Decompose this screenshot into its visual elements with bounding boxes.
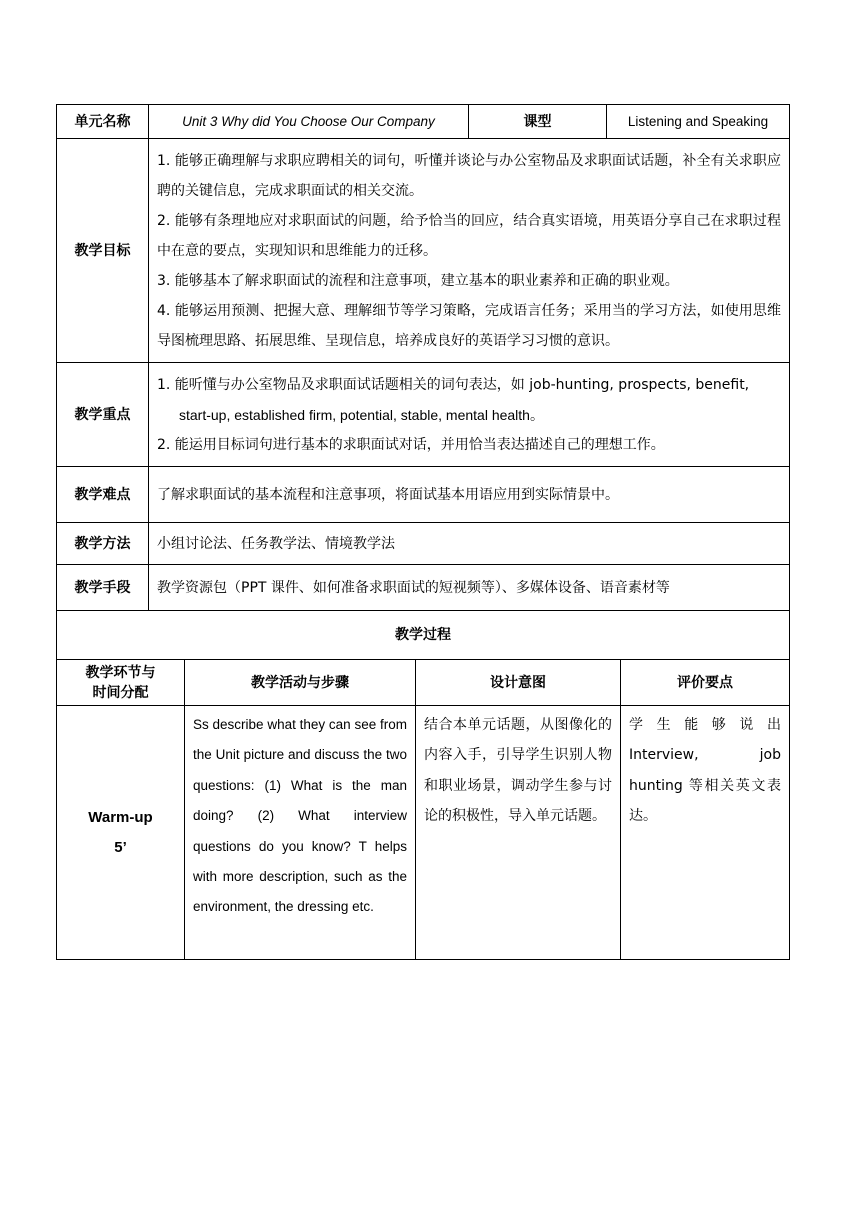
stage-name: Warm-up [88, 808, 153, 826]
difficulties-label: 教学难点 [57, 467, 149, 523]
process-header-row [57, 660, 790, 706]
difficulties-row [57, 467, 790, 523]
unit-row [57, 105, 790, 139]
process-title-row [57, 611, 790, 660]
process-title: 教学过程 [57, 611, 790, 660]
activity-cell: Ss describe what they can see from the Unit picture and discuss the two questions: (1) What is the man doing? (2) What interview questions do you know? T helps with more description, such as the environment, the dressing etc. [185, 706, 416, 960]
goals-row [57, 139, 790, 363]
goal-item: 2. 能够有条理地应对求职面试的问题，给予恰当的回应，结合真实语境，用英语分享自己在求职过程中在意的要点，实现知识和思维能力的迁移。 [157, 212, 781, 259]
col-stage-header-line1: 教学环节与 [85, 664, 156, 681]
key-point-item-continued: start-up, established firm, potential, stable, mental health。 [179, 406, 544, 423]
key-points-label: 教学重点 [57, 363, 149, 467]
type-label: 课型 [469, 105, 607, 139]
col-intent-header: 设计意图 [416, 660, 621, 706]
stage-cell [57, 706, 185, 960]
key-points-row [57, 363, 790, 467]
col-activity-header: 教学活动与步骤 [185, 660, 416, 706]
key-point-item: 1. 能听懂与办公室物品及求职面试话题相关的词句表达，如 job-hunting, prospects, benefit, [157, 376, 750, 393]
col-eval-header: 评价要点 [621, 660, 790, 706]
col-stage-header-line2: 时间分配 [92, 684, 149, 701]
stage-time: 5’ [114, 838, 127, 856]
goal-item: 1. 能够正确理解与求职应聘相关的词句，听懂并谈论与办公室物品及求职面试话题，补全有关求职应聘的关键信息，完成求职面试的相关交流。 [157, 152, 781, 199]
means-content: 教学资源包（PPT 课件、如何准备求职面试的短视频等）、多媒体设备、语音素材等 [149, 565, 790, 611]
eval-cell: 学生能够说出 Interview, job hunting 等相关英文表达。 [621, 706, 790, 960]
difficulties-content: 了解求职面试的基本流程和注意事项，将面试基本用语应用到实际情景中。 [149, 467, 790, 523]
unit-label: 单元名称 [57, 105, 149, 139]
means-row [57, 565, 790, 611]
goals-label: 教学目标 [57, 139, 149, 363]
lesson-info-table [56, 104, 790, 660]
methods-label: 教学方法 [57, 523, 149, 565]
means-label: 教学手段 [57, 565, 149, 611]
type-value: Listening and Speaking [607, 105, 790, 139]
unit-name: Unit 3 Why did You Choose Our Company [149, 105, 469, 139]
col-stage-header [57, 660, 185, 706]
goal-item: 4. 能够运用预测、把握大意、理解细节等学习策略，完成语言任务；采用当的学习方法，如使用思维导图梳理思路、拓展思维、呈现信息，培养成良好的英语学习习惯的意识。 [157, 302, 781, 349]
table-row [57, 706, 790, 960]
goals-content [149, 139, 790, 363]
intent-cell: 结合本单元话题，从图像化的内容入手，引导学生识别人物和职业场景，调动学生参与讨论的积极性，导入单元话题。 [416, 706, 621, 960]
goal-item: 3. 能够基本了解求职面试的流程和注意事项，建立基本的职业素养和正确的职业观。 [157, 272, 679, 289]
methods-content: 小组讨论法、任务教学法、情境教学法 [149, 523, 790, 565]
key-point-item: 2. 能运用目标词句进行基本的求职面试对话，并用恰当表达描述自己的理想工作。 [157, 436, 665, 453]
key-points-content [149, 363, 790, 467]
process-table [56, 659, 790, 960]
methods-row [57, 523, 790, 565]
